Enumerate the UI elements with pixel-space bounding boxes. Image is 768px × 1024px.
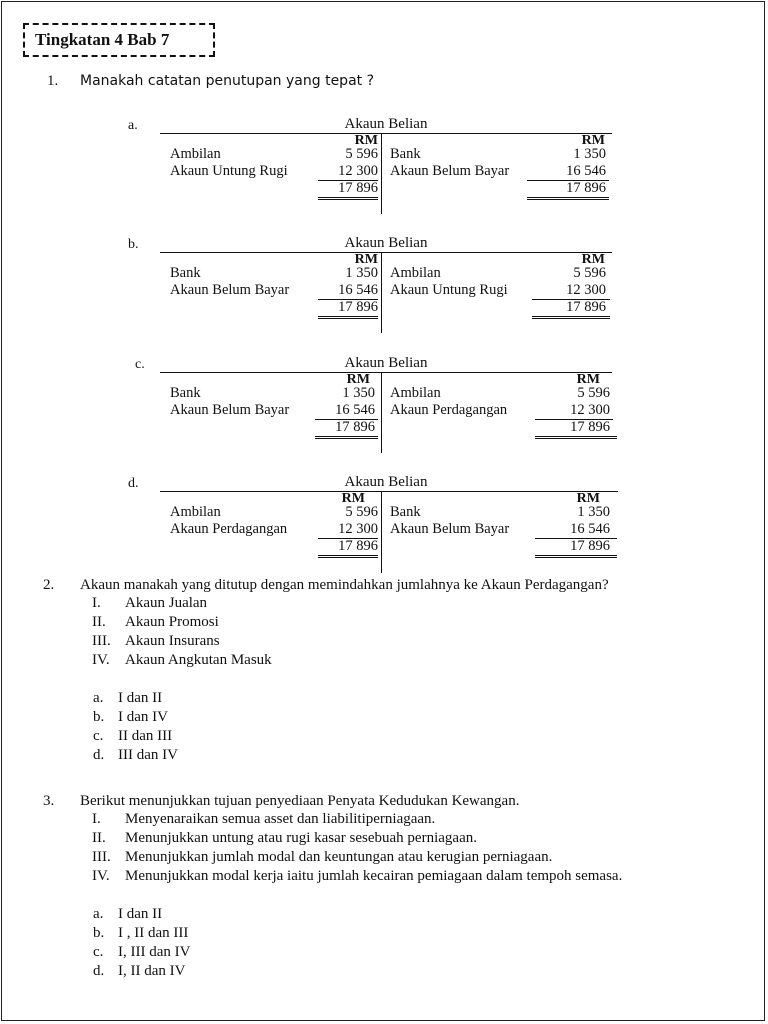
statement-number: III. — [92, 633, 111, 649]
debit-entry-amount: 16 546 — [335, 402, 375, 418]
credit-entry-name: Akaun Belum Bayar — [390, 521, 510, 537]
choice-letter: d. — [93, 747, 105, 763]
option-letter: c. — [135, 357, 145, 372]
choice-text: I dan IV — [118, 709, 168, 725]
credit-total-line — [535, 555, 617, 558]
account-title: Akaun Belian — [344, 474, 428, 490]
debit-entry-name: Bank — [170, 265, 201, 281]
debit-entry-name: Akaun Untung Rugi — [170, 163, 288, 179]
choice-text: II dan III — [118, 728, 173, 744]
account-divider — [381, 491, 382, 573]
choice-letter: b. — [93, 709, 105, 725]
credit-total: 17 896 — [570, 419, 610, 435]
debit-entry-name: Bank — [170, 385, 201, 401]
credit-rm-header: RM — [581, 133, 605, 148]
credit-entry-name: Ambilan — [390, 385, 441, 401]
credit-rm-header: RM — [576, 491, 600, 506]
statement-text: Menyenaraikan semua asset dan liabilitiperniagaan. — [125, 811, 436, 827]
q3-number: 3. — [43, 793, 55, 809]
credit-entry-amount: 1 350 — [577, 504, 610, 520]
statement-text: Akaun Jualan — [125, 595, 208, 611]
chapter-label: Tingkatan 4 Bab 7 — [23, 23, 215, 57]
account-divider — [381, 133, 382, 214]
debit-rm-header: RM — [354, 133, 378, 148]
debit-entry-name: Akaun Belum Bayar — [170, 402, 290, 418]
debit-rm-header: RM — [346, 372, 370, 387]
debit-entry-name: Ambilan — [170, 504, 221, 520]
credit-entry-amount: 12 300 — [566, 282, 606, 298]
credit-entry-name: Akaun Perdagangan — [390, 402, 508, 418]
q2-number: 2. — [43, 577, 55, 593]
statement-text: Menunjukkan jumlah modal dan keuntungan atau kerugian perniagaan. — [125, 849, 553, 865]
statement-text: Akaun Promosi — [125, 614, 219, 630]
choice-text: I, II dan IV — [118, 963, 186, 979]
debit-total-line — [318, 316, 378, 319]
statement-number: I. — [92, 811, 101, 827]
credit-total: 17 896 — [566, 180, 606, 196]
debit-entry-amount: 5 596 — [345, 146, 378, 162]
t-account-b — [0, 237, 768, 337]
statement-number: IV. — [92, 868, 110, 884]
credit-entry-name: Akaun Untung Rugi — [390, 282, 508, 298]
t-account-a — [0, 118, 768, 218]
account-divider — [381, 252, 382, 333]
credit-entry-amount: 12 300 — [570, 402, 610, 418]
debit-total-line — [318, 197, 378, 200]
statement-text: Menunjukkan modal kerja iaitu jumlah kecairan pemiagaan dalam tempoh semasa. — [125, 868, 623, 884]
debit-entry-name: Akaun Belum Bayar — [170, 282, 290, 298]
debit-entry-name: Akaun Perdagangan — [170, 521, 288, 537]
debit-entry-amount: 12 300 — [338, 521, 378, 537]
t-account-c — [0, 357, 768, 457]
credit-entry-amount: 5 596 — [573, 265, 606, 281]
q1-text: Manakah catatan penutupan yang tepat ? — [80, 73, 375, 89]
credit-entry-name: Bank — [390, 146, 421, 162]
credit-rm-header: RM — [576, 372, 600, 387]
statement-text: Akaun Insurans — [125, 633, 220, 649]
debit-total-line — [315, 436, 378, 439]
debit-entry-amount: 5 596 — [345, 504, 378, 520]
account-divider — [381, 372, 382, 453]
debit-entry-amount: 12 300 — [338, 163, 378, 179]
credit-entry-amount: 16 546 — [566, 163, 606, 179]
debit-total: 17 896 — [338, 180, 378, 196]
credit-total: 17 896 — [570, 538, 610, 554]
debit-entry-amount: 1 350 — [345, 265, 378, 281]
statement-number: IV. — [92, 652, 110, 668]
account-title: Akaun Belian — [344, 235, 428, 251]
debit-rm-header: RM — [354, 252, 378, 267]
statement-number: I. — [92, 595, 101, 611]
credit-entry-name: Ambilan — [390, 265, 441, 281]
choice-letter: a. — [93, 906, 104, 922]
option-letter: b. — [128, 237, 139, 252]
option-letter: d. — [128, 476, 139, 491]
statement-text: Menunjukkan untung atau rugi kasar sesebuah perniagaan. — [125, 830, 477, 846]
choice-letter: c. — [93, 728, 104, 744]
choice-text: I , II dan III — [118, 925, 189, 941]
statement-number: II. — [92, 830, 106, 846]
choice-text: I dan II — [118, 690, 163, 706]
choice-letter: c. — [93, 944, 104, 960]
credit-entry-name: Akaun Belum Bayar — [390, 163, 510, 179]
credit-entry-name: Bank — [390, 504, 421, 520]
debit-entry-amount: 1 350 — [342, 385, 375, 401]
credit-rm-header: RM — [581, 252, 605, 267]
q2-text: Akaun manakah yang ditutup dengan memindahkan jumlahnya ke Akaun Perdagangan? — [80, 577, 609, 593]
debit-total: 17 896 — [338, 299, 378, 315]
debit-entry-name: Ambilan — [170, 146, 221, 162]
t-account-d — [0, 476, 768, 576]
statement-number: III. — [92, 849, 111, 865]
credit-total: 17 896 — [566, 299, 606, 315]
choice-text: I dan II — [118, 906, 163, 922]
account-title: Akaun Belian — [344, 116, 428, 132]
option-letter: a. — [128, 118, 138, 133]
choice-letter: d. — [93, 963, 105, 979]
credit-total-line — [527, 197, 609, 200]
credit-total-line — [532, 316, 610, 319]
debit-entry-amount: 16 546 — [338, 282, 378, 298]
choice-text: I, III dan IV — [118, 944, 191, 960]
q3-text: Berikut menunjukkan tujuan penyediaan Penyata Kedudukan Kewangan. — [80, 793, 520, 809]
q1-number: 1. — [47, 73, 59, 89]
credit-entry-amount: 1 350 — [573, 146, 606, 162]
debit-total-line — [318, 555, 378, 558]
choice-letter: a. — [93, 690, 104, 706]
statement-text: Akaun Angkutan Masuk — [125, 652, 272, 668]
debit-total: 17 896 — [335, 419, 375, 435]
debit-total: 17 896 — [338, 538, 378, 554]
credit-total-line — [535, 436, 617, 439]
account-title: Akaun Belian — [344, 355, 428, 371]
credit-entry-amount: 16 546 — [570, 521, 610, 537]
statement-number: II. — [92, 614, 106, 630]
credit-entry-amount: 5 596 — [577, 385, 610, 401]
debit-rm-header: RM — [341, 491, 365, 506]
choice-letter: b. — [93, 925, 105, 941]
choice-text: III dan IV — [118, 747, 178, 763]
